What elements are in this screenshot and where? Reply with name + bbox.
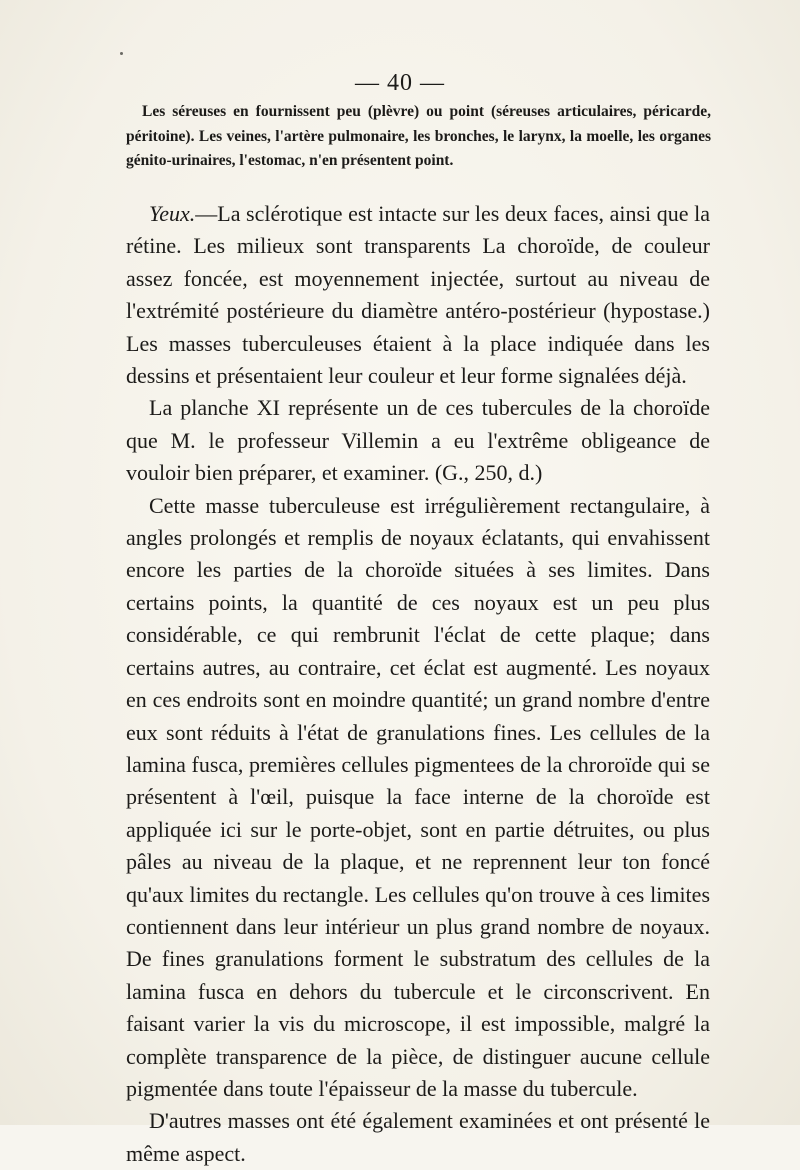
paragraph-yeux [126, 198, 710, 392]
section-label-yeux: Yeux. [149, 201, 196, 226]
page-number: — 40 — [355, 70, 445, 96]
footnote-block [126, 100, 711, 174]
paragraph-yeux-text: —La sclérotique est intacte sur les deux faces, ainsi que la rétine. Les milieux sont transparents La choroïde, de couleur assez foncée, est moyennement injectée, surtout au niveau de l'extrémité postérieure du diamètre antéro-postérieur (hypostase.) Les masses tuberculeuses étaient à la place indiquée dans les dessins et présentaient leur couleur et leur forme signalées déjà. [126, 201, 710, 389]
paragraph-autres: D'autres masses ont été également examinées et ont présenté le même aspect. [126, 1108, 710, 1166]
paragraph-planche: La planche XI représente un de ces tubercules de la choroïde que M. le professeur Villemin a eu l'extrême obligeance de vouloir bien préparer, et examiner. (G., 250, d.) [126, 395, 710, 486]
ink-speck [120, 52, 123, 55]
main-text [126, 198, 710, 1170]
footnote-text: Les séreuses en fournissent peu (plèvre) ou point (séreuses articulaires, péricarde, péritoine). Les veines, l'artère pulmonaire, les bronches, le larynx, la moelle, les organes génito-urinaires, l'estomac, n'en présentent point. [126, 103, 711, 169]
paragraph-masse: Cette masse tuberculeuse est irrégulièrement rectangulaire, à angles prolongés et remplis de noyaux éclatants, qui envahissent encore les parties de la choroïde situées à ses limites. Dans certains points, la quantité de ces noyaux est un peu plus considérable, ce qui rembrunit l'éclat de cette plaque; dans certains autres, au contraire, cet éclat est augmenté. Les noyaux en ces endroits sont en moindre quantité; un grand nombre d'entre eux sont réduits à l'état de granulations fines. Les cellules de la lamina fusca, premières cellules pigmentees de la chroroïde qui se présentent à l'œil, puisque la face interne de la choroïde est appliquée ici sur le porte-objet, sont en partie détruites, ou plus pâles au niveau de la plaque, et ne reprennent leur ton foncé qu'aux limites du rectangle. Les cellules qu'on trouve à ces limites contiennent dans leur intérieur un plus grand nombre de noyaux. De fines granulations forment le substratum des cellules de la lamina fusca en dehors du tubercule et le circonscrivent. En faisant varier la vis du microscope, il est impossible, malgré la complète transparence de la pièce, de distinguer aucune cellule pigmentée dans toute l'épaisseur de la masse du tubercule. [126, 492, 710, 1101]
